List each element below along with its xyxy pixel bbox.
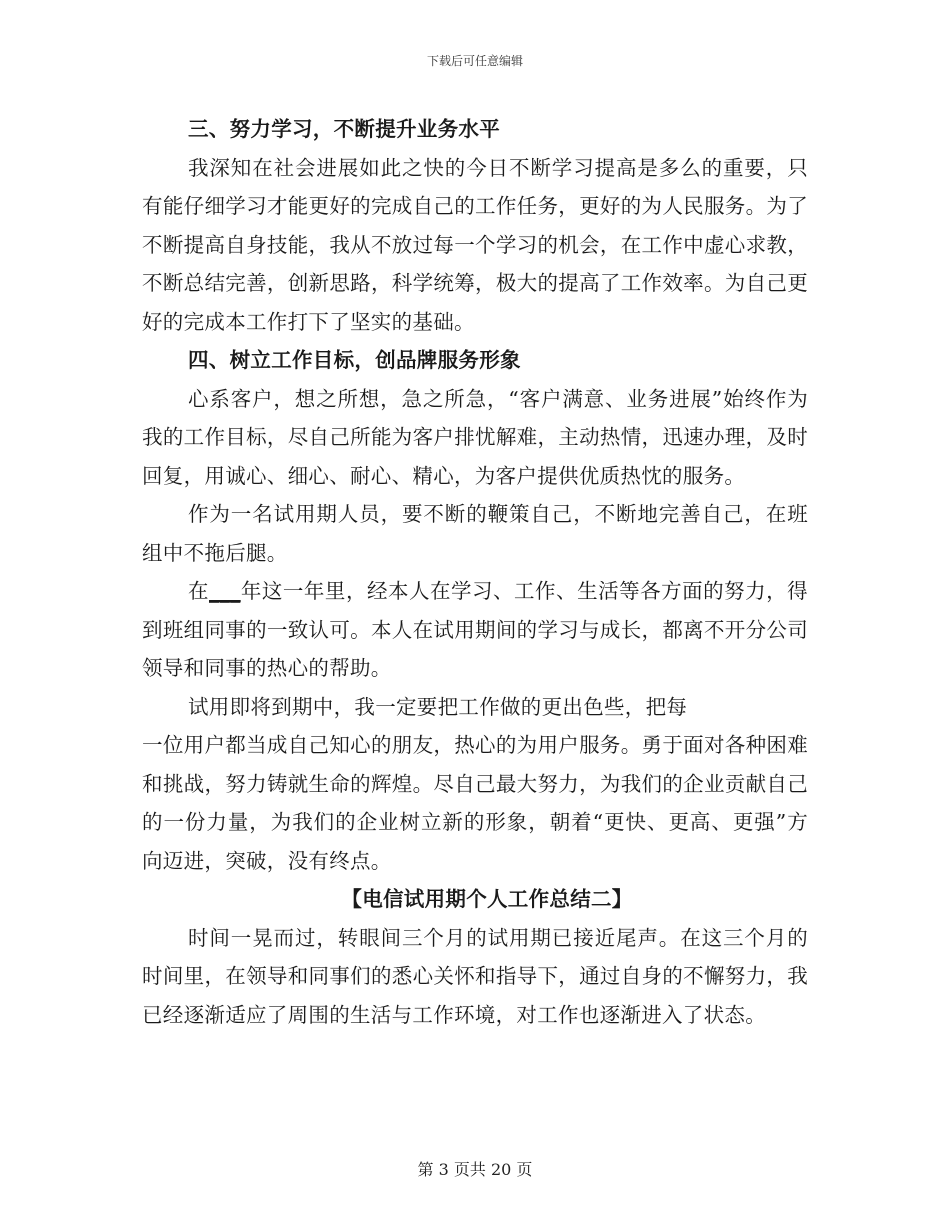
section-heading-3: 三、努力学习，不断提升业务水平 [188,117,500,141]
year-review-pre: 在 [188,579,210,603]
paragraph-customer-service: 心系客户，想之所想，急之所急，“客户满意、业务进展”始终作为我的工作目标，尽自己所能为客户排忧解难，主动热情，迅速办理，及时回复，用诚心、细心、耐心、精心，为客户提供优质热忱的服务。 [142,386,808,488]
section-heading-4: 四、树立工作目标，创品牌服务形象 [188,348,521,372]
paragraph-probation-self: 作为一名试用期人员，要不断的鞭策自己，不断地完善自己，在班组中不拖后腿。 [142,502,808,565]
page-footer: 第 3 页共 20 页 [417,1160,533,1179]
paragraph-study: 我深知在社会进展如此之快的今日不断学习提高是多么的重要，只有能仔细学习才能更好的完成自己的工作任务，更好的为人民服务。为了不断提高自身技能，我从不放过每一个学习的机会，在工作中虚心求教，不断总结完善，创新思路，科学统筹，极大的提高了工作效率。为自己更好的完成本工作打下了坚实的基础。 [142,155,808,334]
page-header: 下载后可任意编辑 [426,54,523,68]
paragraph-year-review [142,572,808,688]
document-body [142,110,808,1034]
paragraph-goal-intro: 试用即将到期中，我一定要把工作做的更出色些，把每 [188,694,688,719]
year-review-post: 年这一年里，经本人在学习、工作、生活等各方面的努力，得到班组同事的一致认可。本人在试用期间的学习与成长，都离不开分公司领导和同事的热心的帮助。 [142,579,808,680]
paragraph-goal: 一位用户都当成自己知心的朋友，热心的为用户服务。勇于面对各种困难和挑战，努力铸就生命的辉煌。尽自己最大努力，为我们的企业贡献自己的一份力量，为我们的企业树立新的形象，朝着“更快、更高、更强”方向迈进，突破，没有终点。 [142,733,808,873]
year-blank: ___ [209,579,241,603]
section-title-summary-two: 【电信试用期个人工作总结二】 [341,887,633,911]
paragraph-three-months: 时间一晃而过，转眼间三个月的试用期已接近尾声。在这三个月的时间里，在领导和同事们的悉心关怀和指导下，通过自身的不懈努力，我已经逐渐适应了周围的生活与工作环境，对工作也逐渐进入了状态。 [142,925,808,1027]
